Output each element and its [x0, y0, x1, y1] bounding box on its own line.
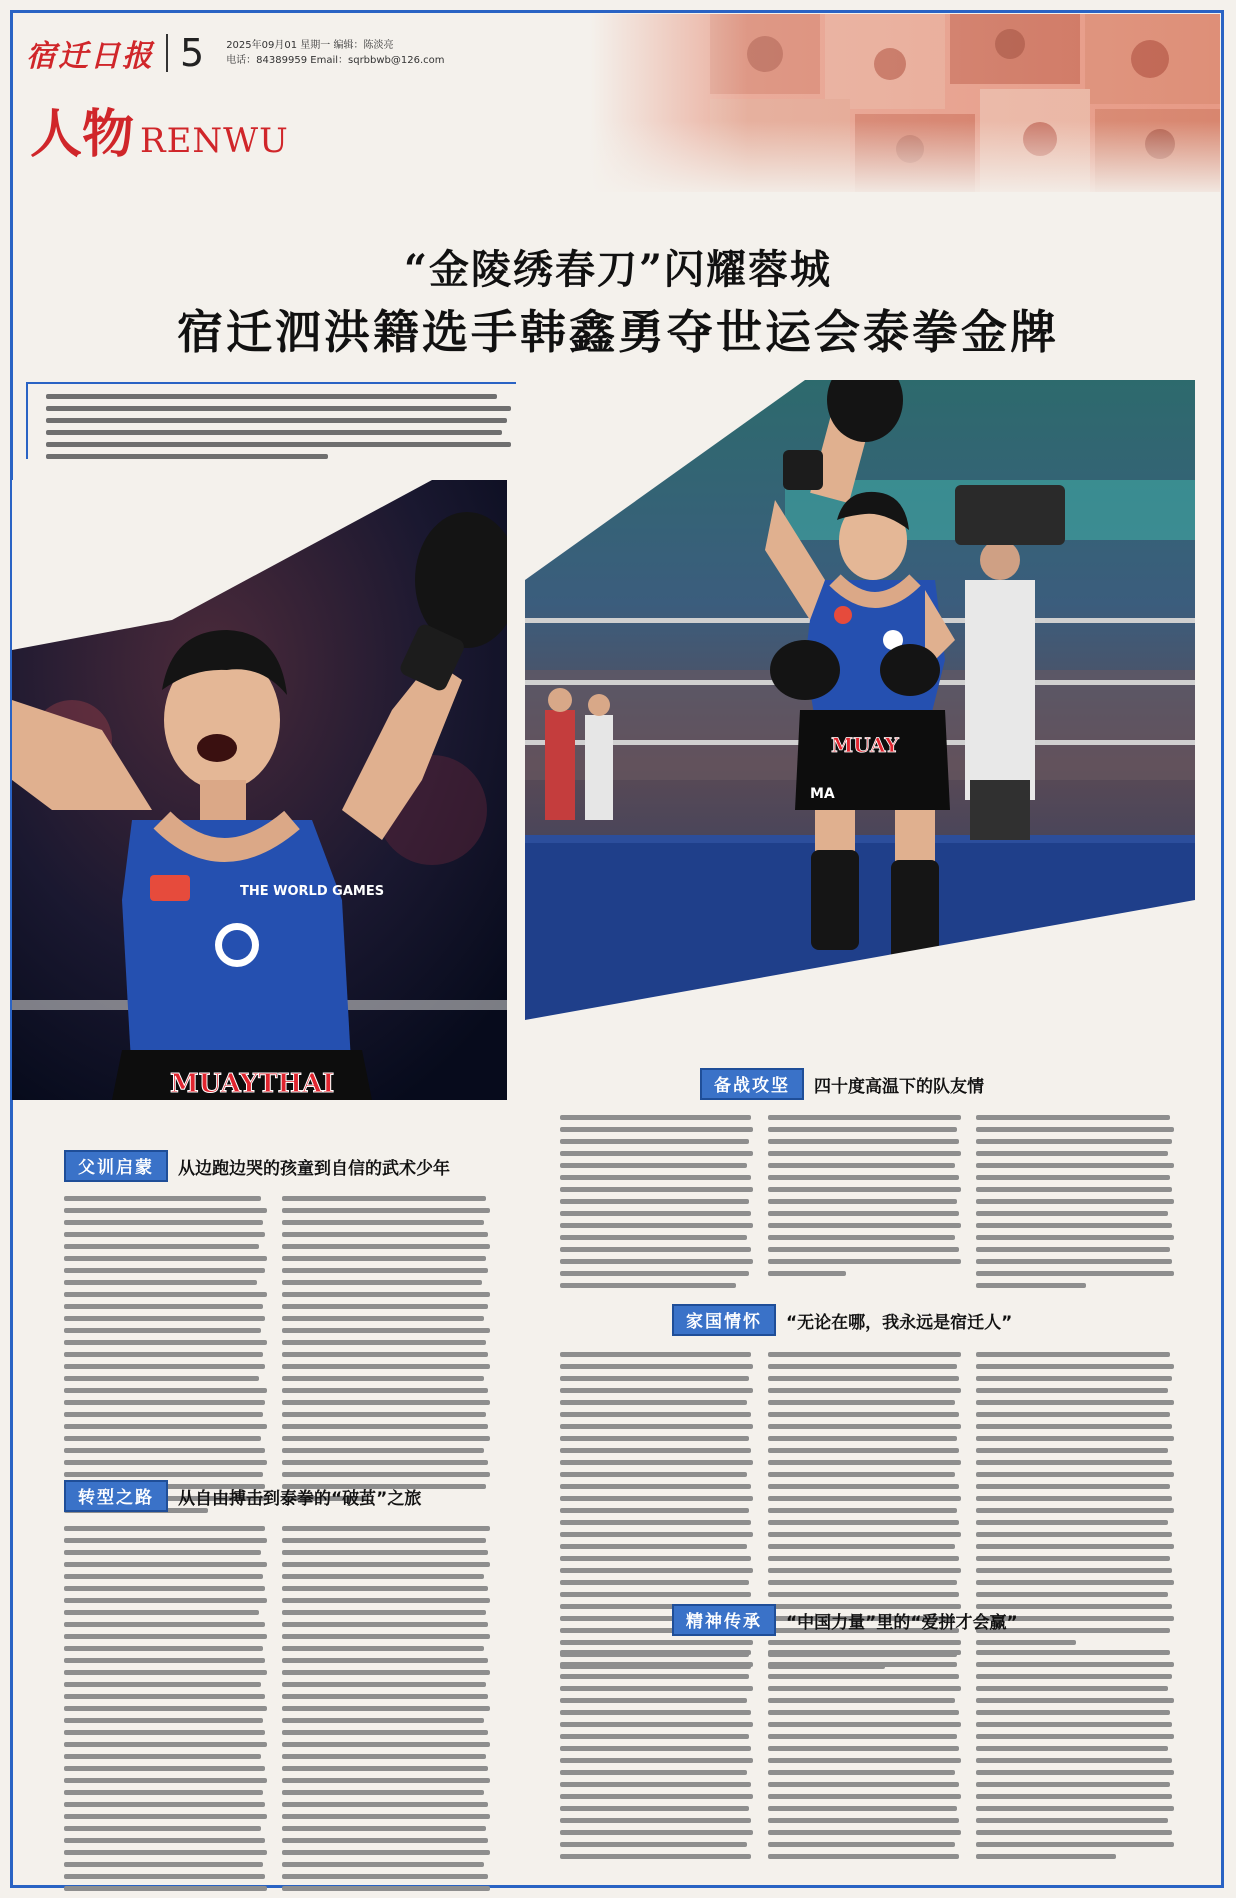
section-name-cn: 人物	[30, 104, 135, 165]
masthead	[26, 28, 445, 78]
shorts-text-side: MA	[810, 786, 835, 802]
intro-text	[46, 394, 516, 459]
section-5-column-2	[768, 1650, 963, 1859]
section-2-column-2	[282, 1526, 492, 1898]
section-3-column-3	[976, 1115, 1176, 1288]
section-5-column-1	[560, 1650, 755, 1859]
section-3-column-3-text	[976, 1115, 1176, 1288]
section-5-column-1-text	[560, 1650, 755, 1859]
section-3-title: 四十度高温下的队友情	[814, 1076, 984, 1097]
masthead-info	[226, 38, 444, 68]
section-3-heading	[700, 1068, 1180, 1100]
section-4-title: “无论在哪，我永远是宿迁人”	[786, 1312, 1013, 1333]
headline-line-1: “金陵绣春刀”闪耀蓉城	[403, 246, 832, 293]
section-5-column-3	[976, 1650, 1176, 1859]
photo-athlete-closeup	[12, 480, 507, 1100]
section-1-heading	[64, 1150, 494, 1182]
section-2-label: 转型之路	[64, 1480, 168, 1512]
section-2-column-1	[64, 1526, 269, 1898]
headline-line-2: 宿迁泗洪籍选手韩鑫勇夺世运会泰拳金牌	[177, 305, 1059, 359]
section-5-label: 精神传承	[672, 1604, 776, 1636]
section-4-heading	[672, 1304, 1180, 1336]
athlete-closeup-image	[12, 480, 507, 1100]
section-1-column-2-text	[282, 1196, 492, 1501]
section-4-label: 家国情怀	[672, 1304, 776, 1336]
section-2-column-2-text	[282, 1526, 492, 1898]
section-5-title: “中国力量”里的“爱拼才会赢”	[786, 1612, 1018, 1633]
section-5-column-2-text	[768, 1650, 963, 1859]
athlete-ring-image	[525, 380, 1195, 1020]
section-2-column-1-text	[64, 1526, 269, 1898]
intro-box	[26, 382, 516, 459]
section-2-title: 从自由搏击到泰拳的“破茧”之旅	[178, 1488, 422, 1509]
section-1-column-2	[282, 1196, 492, 1501]
photo-athlete-ring	[525, 380, 1195, 1020]
contact-line: 电话：84389959 Email：sqrbbwb@126.com	[226, 55, 445, 66]
section-4-column-3-text	[976, 1352, 1176, 1645]
section-1-title: 从边跑边哭的孩童到自信的武术少年	[178, 1158, 450, 1179]
section-title	[30, 92, 289, 167]
section-3-column-1-text	[560, 1115, 755, 1288]
paper-name: 宿迁日报	[26, 39, 154, 74]
banner-collage	[590, 14, 1220, 192]
masthead-divider	[166, 34, 168, 72]
section-5-column-3-text	[976, 1650, 1176, 1859]
section-3-label: 备战攻坚	[700, 1068, 804, 1100]
section-1-column-1	[64, 1196, 269, 1513]
section-1-label: 父训启蒙	[64, 1150, 168, 1182]
banner-collage-image	[590, 14, 1220, 192]
section-name-en: RENWU	[140, 121, 289, 161]
date-line: 2025年09月01 星期一 编辑：陈淡亮	[226, 40, 394, 51]
shorts-text-left: MUAYTHAI	[170, 1069, 335, 1099]
section-3-column-2	[768, 1115, 963, 1276]
shorts-text-right: MUAY	[831, 733, 899, 757]
section-2-heading	[64, 1480, 494, 1512]
section-1-column-1-text	[64, 1196, 269, 1513]
section-3-column-2-text	[768, 1115, 963, 1276]
section-4-column-3	[976, 1352, 1176, 1645]
section-5-heading	[672, 1604, 1180, 1636]
section-3-column-1	[560, 1115, 755, 1288]
vest-logo-text: THE WORLD GAMES	[240, 884, 385, 899]
page-number: 5	[180, 31, 205, 75]
